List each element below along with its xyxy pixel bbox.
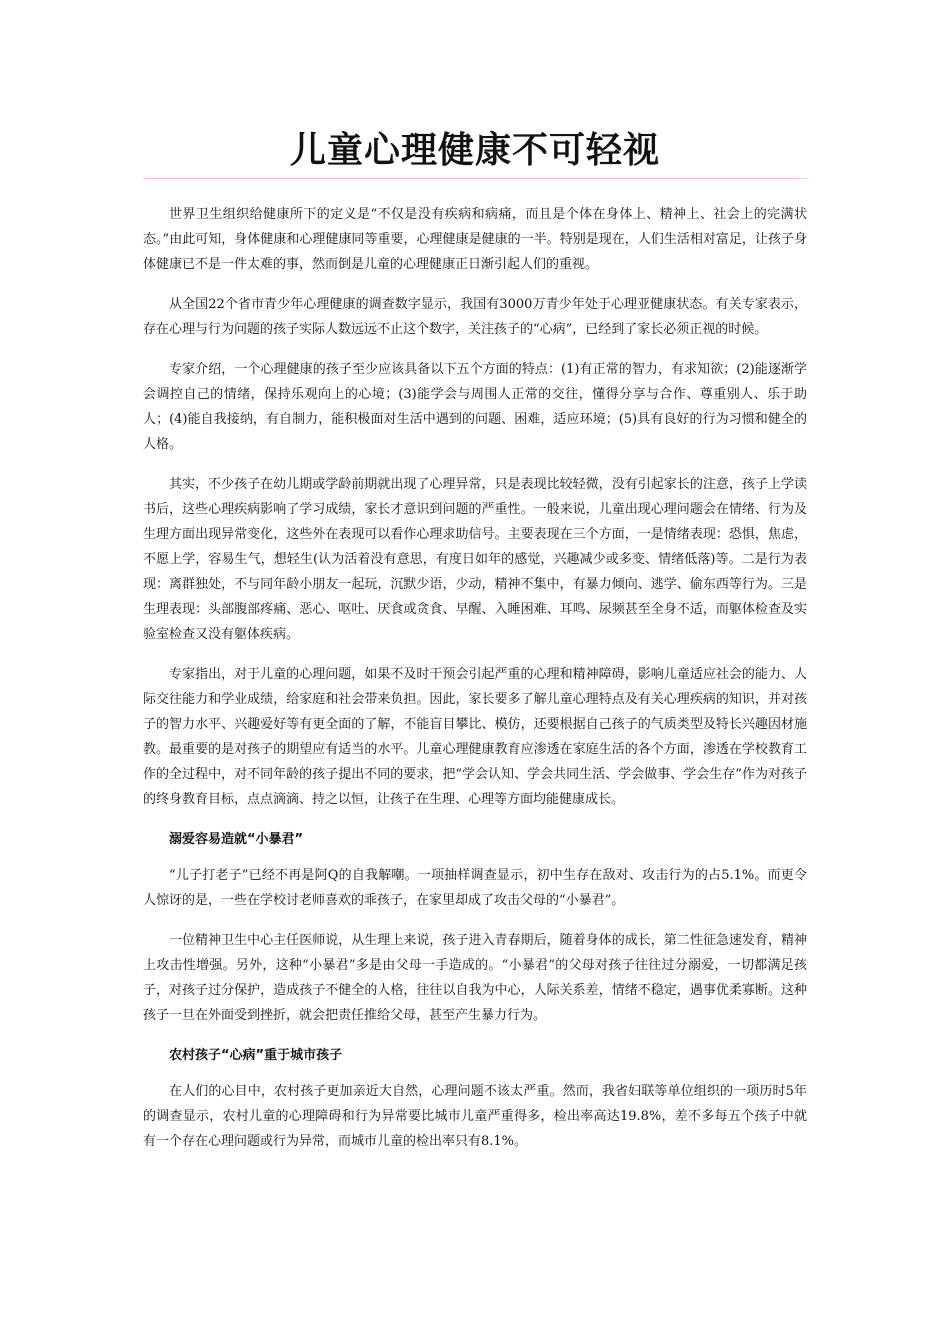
document-page: [143, 128, 807, 1169]
paragraph-2: 从全国22个省市青少年心理健康的调查数字显示，我国有3000万青少年处于心理亚健康状态。有关专家表示，存在心理与行为问题的孩子实际人数远远不止这个数字，关注孩子的“心病”，已经到了家长必须正视的时候。: [143, 297, 807, 337]
paragraph-7: 一位精神卫生中心主任医师说，从生理上来说，孩子进入青春期后，随着身体的成长，第二性征急速发育，精神上攻击性增强。另外，这种“小暴君”多是由父母一手造成的。“小暴君”的父母对孩子往往过分溺爱，一切都满足孩子，对孩子过分保护，造成孩子不健全的人格，往往以自我为中心，人际关系差，情绪不稳定，遇事优柔寡断。这种孩子一旦在外面受到挫折，就会把责任推给父母，甚至产生暴力行为。: [143, 933, 807, 1023]
paragraph-5: 专家指出，对于儿童的心理问题，如果不及时干预会引起严重的心理和精神障碍，影响儿童适应社会的能力、人际交往能力和学业成绩，给家庭和社会带来负担。因此，家长要多了解儿童心理特点及有关心理疾病的知识，并对孩子的智力水平、兴趣爱好等有更全面的了解，不能盲目攀比、模仿，还要根据自己孩子的气质类型及特长兴趣因材施教。最重要的是对孩子的期望应有适当的水平。儿童心理健康教育应渗透在家庭生活的各个方面，渗透在学校教育工作的全过程中，对不同年龄的孩子提出不同的要求，把“学会认知、学会共同生活、学会做事、学会生存”作为对孩子的终身教育目标，点点滴滴、持之以恒，让孩子在生理、心理等方面均能健康成长。: [143, 667, 807, 807]
paragraph-8: 在人们的心目中，农村孩子更加亲近大自然，心理问题不该太严重。然而，我省妇联等单位组织的一项历时5年的调查显示，农村儿童的心理障碍和行为异常要比城市儿童严重得多，检出率高达19.8%，差不多每五个孩子中就有一个存在心理问题或行为异常，而城市儿童的检出率只有8.1%。: [143, 1084, 807, 1149]
paragraph-1: 世界卫生组织给健康所下的定义是“不仅是没有疾病和病痛，而且是个体在身体上、精神上、社会上的完满状态。”由此可知，身体健康和心理健康同等重要，心理健康是健康的一半。特别是现在，人们生活相对富足，让孩子身体健康已不是一件太难的事，然而倒是儿童的心理健康正日渐引起人们的重视。: [143, 207, 807, 272]
paragraph-4: 其实，不少孩子在幼儿期或学龄前期就出现了心理异常，只是表现比较轻微，没有引起家长的注意，孩子上学读书后，这些心理疾病影响了学习成绩，家长才意识到问题的严重性。一般来说，儿童出现心理问题会在情绪、行为及生理方面出现异常变化，这些外在表现可以看作心理求助信号。主要表现在三个方面，一是情绪表现：恐惧，焦虑，不愿上学，容易生气，想轻生(认为活着没有意思，有度日如年的感觉，兴趣减少或多变、情绪低落)等。二是行为表现：离群独处，不与同年龄小朋友一起玩，沉默少语，少动，精神不集中，有暴力倾向、逃学、偷东西等行为。三是生理表现：头部腹部疼痛、恶心、呕吐、厌食或贪食、早醒、入睡困难、耳鸣、尿频甚至全身不适，而躯体检查及实验室检查又没有躯体疾病。: [143, 477, 807, 642]
paragraph-3: 专家介绍，一个心理健康的孩子至少应该具备以下五个方面的特点：(1)有正常的智力，有求知欲；(2)能逐渐学会调控自己的情绪，保持乐观向上的心境；(3)能学会与周围人正常的交往，懂得分享与合作、尊重别人、乐于助人；(4)能自我接纳，有自制力，能积极面对生活中遇到的问题、困难，适应环境；(5)具有良好的行为习惯和健全的人格。: [143, 362, 807, 452]
document-title: 儿童心理健康不可轻视: [289, 130, 660, 171]
paragraph-6: “儿子打老子”已经不再是阿Q的自我解嘲。一项抽样调查显示，初中生存在敌对、攻击行为的占5.1%。而更令人惊讶的是，一些在学校讨老师喜欢的乖孩子，在家里却成了攻击父母的“小暴君”。: [143, 868, 807, 908]
section-heading-spoiling: 溺爱容易造就“小暴君”: [169, 832, 304, 847]
section-heading-rural: 农村孩子“心病”重于城市孩子: [169, 1048, 343, 1063]
title-divider: [143, 178, 807, 179]
